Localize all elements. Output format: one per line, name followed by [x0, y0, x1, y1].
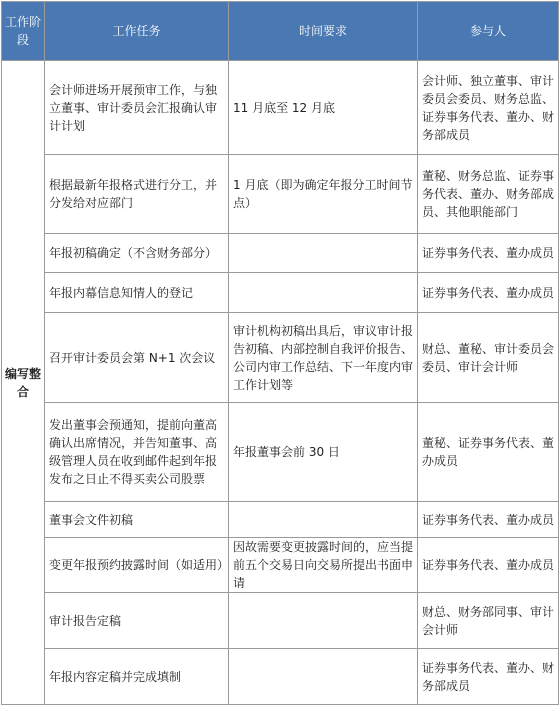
people-cell: 证券事务代表、董办成员	[418, 538, 559, 593]
time-cell	[229, 273, 418, 313]
table-row	[2, 273, 559, 313]
work-plan-table	[1, 1, 559, 705]
people-cell: 证券事务代表、董办成员	[418, 234, 559, 273]
task-cell: 年报内幕信息知情人的登记	[45, 273, 229, 313]
task-cell: 董事会文件初稿	[45, 502, 229, 538]
people-cell: 董秘、证券事务代表、董办成员	[418, 403, 559, 502]
table-row	[2, 155, 559, 234]
task-cell: 年报内容定稿并完成填制	[45, 649, 229, 705]
header-task: 工作任务	[45, 2, 229, 61]
task-cell: 年报初稿确定（不含财务部分）	[45, 234, 229, 273]
people-cell: 证券事务代表、董办成员	[418, 502, 559, 538]
people-cell: 财总、财务部同事、审计会计师	[418, 593, 559, 649]
header-row	[2, 2, 559, 61]
header-people: 参与人	[418, 2, 559, 61]
task-cell: 召开审计委员会第 N+1 次会议	[45, 313, 229, 403]
table-row	[2, 403, 559, 502]
stage-cell: 编写整合	[2, 61, 45, 705]
table-row	[2, 313, 559, 403]
people-cell: 会计师、独立董事、审计委员会委员、财务总监、证券事务代表、董办、财务部成员	[418, 61, 559, 155]
time-cell: 11 月底至 12 月底	[229, 61, 418, 155]
header-time: 时间要求	[229, 2, 418, 61]
task-cell: 发出董事会预通知，提前向董高确认出席情况，并告知董事、高级管理人员在收到邮件起到年报发布之日止不得买卖公司股票	[45, 403, 229, 502]
time-cell	[229, 649, 418, 705]
time-cell: 1 月底（即为确定年报分工时间节点）	[229, 155, 418, 234]
time-cell: 因故需要变更披露时间的，应当提前五个交易日向交易所提出书面申请	[229, 538, 418, 593]
time-cell: 年报董事会前 30 日	[229, 403, 418, 502]
table-row	[2, 502, 559, 538]
people-cell: 董秘、财务总监、证券事务代表、董办、财务部成员、其他职能部门	[418, 155, 559, 234]
table-row	[2, 61, 559, 155]
table-row	[2, 234, 559, 273]
header-stage: 工作阶段	[2, 2, 45, 61]
task-cell: 变更年报预约披露时间（如适用）	[45, 538, 229, 593]
task-cell: 审计报告定稿	[45, 593, 229, 649]
time-cell	[229, 234, 418, 273]
time-cell	[229, 502, 418, 538]
table-row	[2, 593, 559, 649]
people-cell: 财总、董秘、审计委员会委员、审计会计师	[418, 313, 559, 403]
people-cell: 证券事务代表、董办成员	[418, 273, 559, 313]
table-row	[2, 538, 559, 593]
time-cell: 审计机构初稿出具后，审议审计报告初稿、内部控制自我评价报告、公司内审工作总结、下一年度内审工作计划等	[229, 313, 418, 403]
time-cell	[229, 593, 418, 649]
task-cell: 根据最新年报格式进行分工，并分发给对应部门	[45, 155, 229, 234]
table-row	[2, 649, 559, 705]
people-cell: 证券事务代表、董办、财务部成员	[418, 649, 559, 705]
task-cell: 会计师进场开展预审工作，与独立董事、审计委员会汇报确认审计计划	[45, 61, 229, 155]
